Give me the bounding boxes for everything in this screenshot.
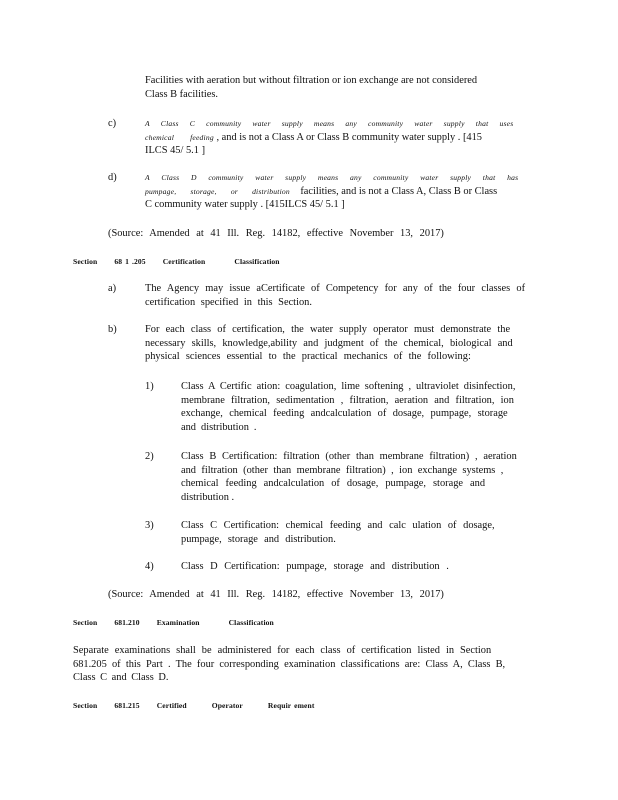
intro-line-2: Class B facilities. — [145, 88, 219, 100]
section-210-word1: Examination — [156, 618, 200, 627]
section-205-b-label: b) — [108, 324, 117, 335]
section-215-word3: Requir ement — [267, 701, 315, 710]
section-205-word1: Certification — [162, 257, 206, 266]
section-210-word2: Classification — [228, 618, 274, 627]
item-d-line-3: C community water supply . [415ILCS 45/ 5.1 ] — [145, 199, 345, 211]
item-c-paragraph — [145, 117, 513, 158]
item-d-line-2 — [145, 185, 518, 199]
section-205-a-paragraph — [145, 282, 525, 309]
section-215-label: Section — [73, 701, 98, 710]
section-205-b-line-2: necessary skills, knowledge,ability and judgment of the chemical, biological and — [145, 337, 513, 349]
item-c-rest: , and is not a Class A or Class B community water supply . [415 — [216, 131, 482, 143]
item-3-text — [181, 519, 495, 546]
item-4-number: 4) — [145, 561, 154, 572]
section-215-word2: Operator — [211, 701, 243, 710]
item-2-number: 2) — [145, 451, 154, 462]
item-c-line-1: A Class C community water supply means any community water supply that uses — [145, 119, 514, 128]
item-1-number: 1) — [145, 381, 154, 392]
intro-paragraph — [145, 74, 477, 101]
item-c-label: c) — [108, 118, 117, 129]
section-210-line-3: Class C and Class D. — [73, 672, 169, 684]
section-215-word1: Certified — [156, 701, 187, 710]
item-2-text — [181, 450, 517, 504]
item-2-line-3: chemical feeding andcalculation of dosage, pumpage, storage and — [181, 478, 486, 490]
source-note-1: (Source: Amended at 41 Ill. Reg. 14182, effective November 13, 2017) — [108, 228, 444, 239]
item-1-line-1: Class A Certific ation: coagulation, lime softening , ultraviolet disinfection, — [181, 381, 516, 392]
section-205-a-label: a) — [108, 283, 117, 294]
section-205-a-line-2: certification specified in this Section. — [145, 296, 312, 308]
item-d-line-1: A Class D community water supply means any community water supply that has — [145, 173, 519, 182]
section-210-label: Section — [73, 618, 98, 627]
item-3-line-2: pumpage, storage and distribution. — [181, 533, 336, 545]
item-c-line-2 — [145, 131, 513, 145]
section-205-a-line-1: The Agency may issue aCertificate of Competency for any of the four classes of — [145, 283, 526, 294]
item-d-rest: facilities, and is not a Class A, Class B or Class — [300, 185, 498, 197]
section-205-number: 68 1 .205 — [114, 257, 146, 266]
item-1-line-4: and distribution . — [181, 421, 257, 433]
item-d-label: d) — [108, 172, 117, 183]
item-1-text — [181, 380, 515, 434]
item-4-text — [181, 560, 449, 574]
section-215-number: 681.215 — [114, 701, 140, 710]
section-205-heading — [73, 257, 280, 266]
section-215-heading — [73, 701, 314, 710]
item-d-paragraph — [145, 171, 518, 212]
item-3-line-1: Class C Certification: chemical feeding and calc ulation of dosage, — [181, 520, 495, 531]
section-205-b-paragraph — [145, 323, 513, 364]
item-2-line-1: Class B Certification: filtration (other than membrane filtration) , aeration — [181, 451, 517, 462]
item-d-italic: pumpage, storage, or distribution — [145, 186, 290, 196]
intro-line-1: Facilities with aeration but without filtration or ion exchange are not considered — [145, 75, 478, 86]
item-c-line-3: ILCS 45/ 5.1 ] — [145, 145, 206, 157]
item-4-line-1: Class D Certification: pumpage, storage and distribution . — [181, 561, 449, 572]
section-210-paragraph — [73, 644, 505, 685]
item-c-italic: chemical feeding — [145, 132, 214, 142]
section-210-line-2: 681.205 of this Part . The four corresponding examination classifications are: Class A, Class B, — [73, 658, 506, 670]
item-1-line-3: exchange, chemical feeding andcalculation of dosage, pumpage, storage — [181, 408, 508, 420]
section-205-label: Section — [73, 257, 98, 266]
section-210-number: 681.210 — [114, 618, 140, 627]
source-note-2: (Source: Amended at 41 Ill. Reg. 14182, effective November 13, 2017) — [108, 589, 444, 600]
item-2-line-2: and filtration (other than membrane filtration) , ion exchange systems , — [181, 464, 504, 476]
item-1-line-2: membrane filtration, sedimentation , filtration, aeration and filtration, ion — [181, 394, 514, 406]
section-210-heading — [73, 618, 274, 627]
item-3-number: 3) — [145, 520, 154, 531]
section-210-line-1: Separate examinations shall be administered for each class of certification listed in Section — [73, 645, 492, 656]
section-205-b-line-1: For each class of certification, the water supply operator must demonstrate the — [145, 324, 511, 335]
section-205-b-line-3: physical sciences essential to the practical mechanics of the following: — [145, 351, 471, 363]
section-205-word2: Classification — [234, 257, 280, 266]
item-2-line-4: distribution . — [181, 491, 235, 503]
